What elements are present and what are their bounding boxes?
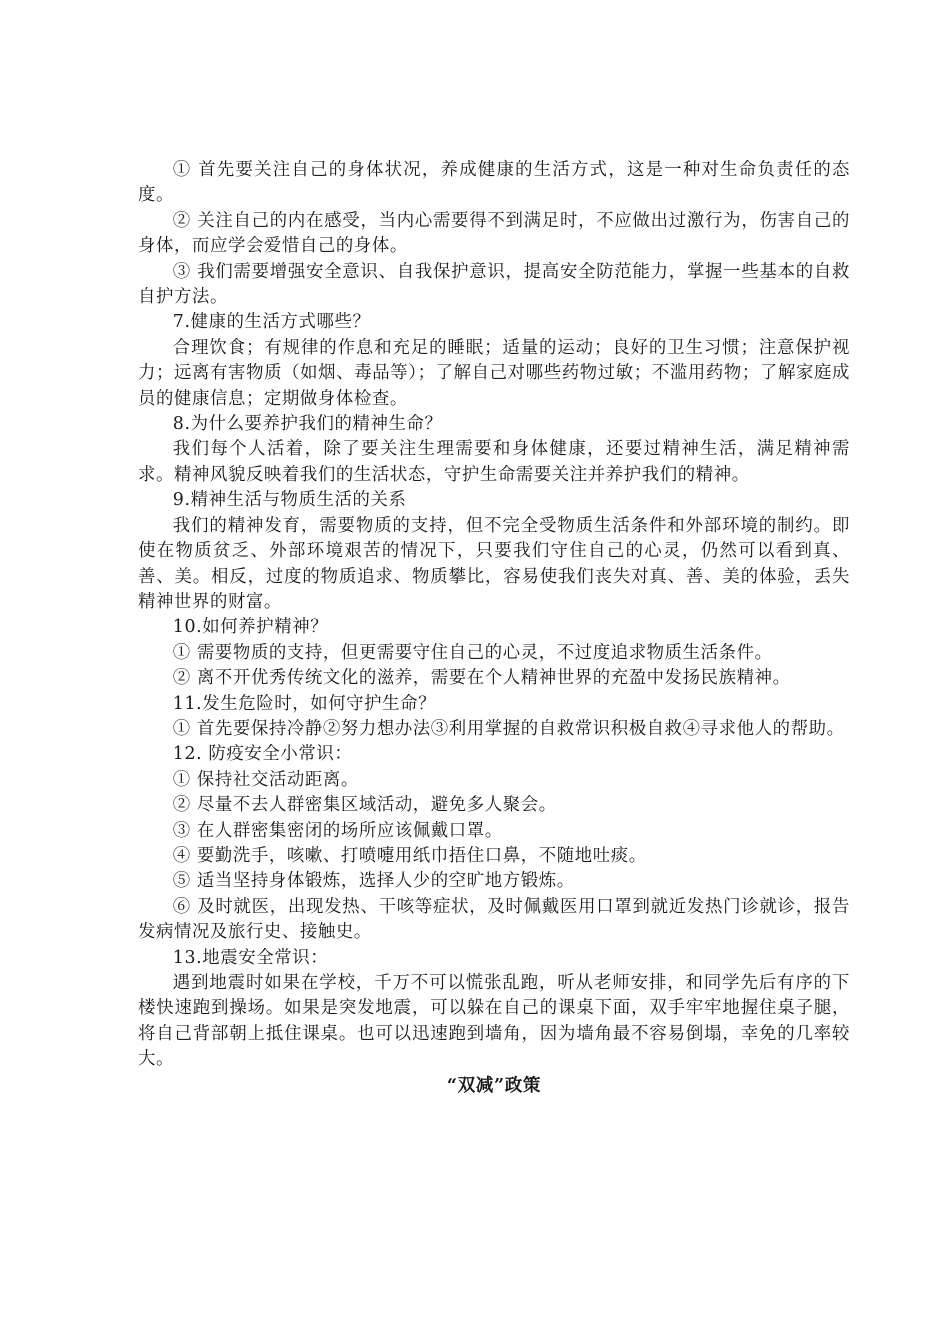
- question-heading: 12. 防疫安全小常识：: [172, 744, 353, 765]
- list-item: ② 尽量不去人群密集区域活动，避免多人聚会。: [172, 795, 557, 816]
- paragraph: 我们每个人活着，除了要关注生理需要和身体健康，还要过精神生活，满足精神需求。精神风貌反映着我们的生活状态，守护生命需要关注并养护我们的精神。: [138, 439, 850, 485]
- list-item: ⑥ 及时就医，出现发热、干咳等症状，及时佩戴医用口罩到就近发热门诊就诊，报告发病情况及旅行史、接触史。: [138, 896, 850, 943]
- question-heading: 7.健康的生活方式哪些？: [172, 312, 371, 333]
- document-body: [138, 158, 850, 1098]
- question-heading: 11.发生危险时，如何守护生命？: [172, 693, 437, 714]
- question-heading: 8.为什么要养护我们的精神生命？: [172, 414, 443, 435]
- paragraph: 遇到地震时如果在学校，千万不可以慌张乱跑，听从老师安排，和同学先后有序的下楼快速跑到操场。如果是突发地震，可以躲在自己的课桌下面，双手牢牢地握住桌子腿，将自己背部朝上抵住课桌。也可以迅速跑到墙角，因为墙角最不容易倒塌，幸免的几率较大。: [138, 973, 850, 1070]
- paragraph: ② 关注自己的内在感受，当内心需要得不到满足时，不应做出过激行为，伤害自己的身体，而应学会爱惜自己的身体。: [138, 210, 850, 257]
- list-item: ③ 在人群密集密闭的场所应该佩戴口罩。: [172, 820, 503, 841]
- list-item: ① 保持社交活动距离。: [172, 769, 359, 790]
- section-title: “双减”政策: [446, 1074, 542, 1096]
- paragraph: 我们的精神发育，需要物质的支持，但不完全受物质生活条件和外部环境的制约。即使在物质贫乏、外部环境艰苦的情况下，只要我们守住自己的心灵，仍然可以看到真、善、美。相反，过度的物质追求、物质攀比，容易使我们丧失对真、善、美的体验，丢失精神世界的财富。: [138, 515, 850, 612]
- paragraph: ① 需要物质的支持，但更需要守住自己的心灵，不过度追求物质生活条件。: [172, 642, 773, 663]
- paragraph: ① 首先要保持冷静②努力想办法③利用掌握的自救常识积极自救④寻求他人的帮助。: [172, 718, 845, 739]
- list-item: ④ 要勤洗手，咳嗽、打喷嚏用纸巾捂住口鼻，不随地吐痰。: [172, 845, 647, 866]
- question-heading: 13.地震安全常识：: [172, 947, 329, 968]
- paragraph: ① 首先要关注自己的身体状况，养成健康的生活方式，这是一种对生命负责任的态度。: [138, 160, 850, 206]
- list-item: ⑤ 适当坚持身体锻炼，选择人少的空旷地方锻炼。: [172, 871, 575, 892]
- paragraph: ③ 我们需要增强安全意识、自我保护意识，提高安全防范能力，掌握一些基本的自救自护方法。: [138, 261, 850, 308]
- question-heading: 9.精神生活与物质生活的关系: [172, 490, 407, 511]
- paragraph: 合理饮食；有规律的作息和充足的睡眠；适量的运动；良好的卫生习惯；注意保护视力；远离有害物质（如烟、毒品等）；了解自己对哪些药物过敏；不滥用药物；了解家庭成员的健康信息；定期做身体检查。: [138, 337, 850, 409]
- question-heading: 10.如何养护精神？: [172, 617, 329, 638]
- paragraph: ② 离不开优秀传统文化的滋养，需要在个人精神世界的充盈中发扬民族精神。: [172, 668, 791, 689]
